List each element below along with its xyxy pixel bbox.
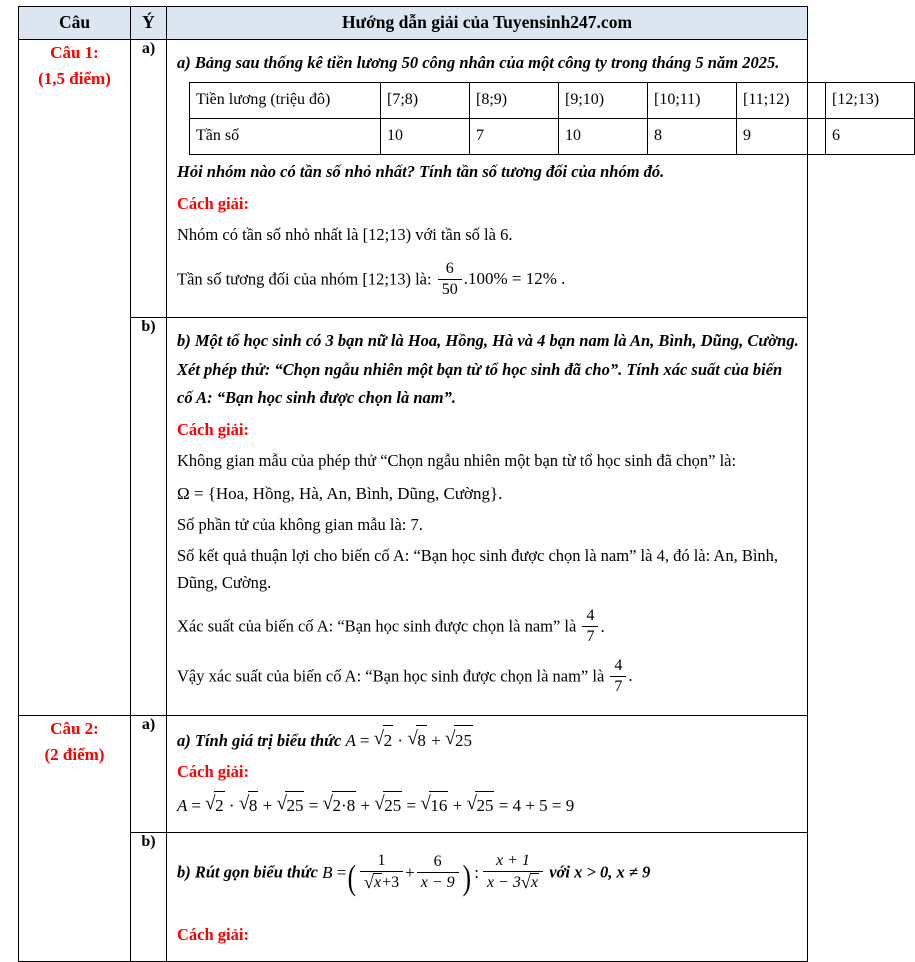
fraction-4-over-7-a: $\frac{4}{7}$ [582,607,598,646]
question-1-points: (1,5 điểm) [38,69,111,89]
question-1-part-a-body [167,40,880,318]
header-cell-guide: Hướng dẫn giải của Tuyensinh247.com [167,7,808,40]
prompt-1b: b) Một tổ học sinh có 3 bạn nữ là Hoa, Hồng, Hà và 4 bạn nam là An, Bình, Dũng, Cường. Xét phép thử: “Chọn ngẫu nhiên một bạn từ tổ học sinh đã cho”. Tính xác suất của biến cố A: “Bạn học sinh được chọn là nam”. [177,331,799,408]
stats-frequency-2: 10 [559,119,648,155]
expression-A-work: A = √ 2 · √ 8 + √ 25 = √ 2·8 + √ 25 = √ 16 + √ 25 = 4 + 5 = 9 [177,796,574,815]
sqrt-2-work: √ 2 [205,791,225,819]
question-1-title: Câu 1: [50,43,99,62]
formula-tail-1a: .100% = 12% . [463,269,566,289]
sample-space-line: Không gian mẫu của phép thử “Chọn ngẫu nhiên một bạn từ tổ học sinh đã chọn” là: [177,451,737,471]
probability-line-2 [177,657,799,696]
question-2-part-a-row [19,715,808,832]
solution-label-1a: Cách giải: [177,193,249,213]
stats-interval-4: [11;12) [737,83,826,119]
stats-frequency-5: 6 [826,119,915,155]
sqrt-8: √ 8 [407,725,427,755]
sample-space-count-line: Số phần tử của không gian mẫu là: 7. [177,514,423,534]
prompt-2b [177,848,799,908]
question-2-points: (2 điểm) [44,745,105,765]
stats-row-frequencies [190,119,915,155]
part-key-1b: b) [131,318,167,715]
header-cell-cau: Câu [19,7,131,40]
fraction-6-over-x-minus-9: $\frac{6}{x - 9}$ [417,853,459,892]
sqrt-16: √ 16 [420,791,448,819]
question-2-part-a-body [167,715,808,832]
sqrt-8-work: √ 8 [239,791,259,819]
stats-label-frequency: Tần số [190,119,381,155]
fraction-x-plus-1-over-x-minus-3sqrtx: $\frac{x + 1}{x - 3 √ x}$ [483,852,543,892]
solution-label-1b: Cách giải: [177,419,249,439]
stats-interval-3: [10;11) [648,83,737,119]
sqrt-25-work-3: √ 25 [466,791,494,819]
stats-frequency-3: 8 [648,119,737,155]
header-cell-y: Ý [131,7,167,40]
fraction-6-over-50: $\frac{6}{50}$ [438,260,462,299]
sqrt-x-2: √ x [521,873,539,892]
fraction-1-over-sqrtx-plus-3: 1 √ x+3 [360,852,403,892]
question-1-part-b-body [167,318,808,715]
probability-value-2 [608,656,633,695]
period-1: . [600,616,605,636]
stats-frequency-0: 10 [381,119,470,155]
relative-frequency-formula [436,259,566,298]
sqrt-25: √ 25 [445,725,473,755]
probability-text-1: Xác suất của biến cố A: “Bạn học sinh được chọn là nam” là [177,616,577,636]
part-key-1a: a) [131,40,167,318]
part-key-2a: a) [131,715,167,832]
sqrt-25-work-2: √ 25 [374,791,402,819]
right-paren: ) [462,858,471,898]
probability-value-1 [580,607,605,645]
probability-line-1 [177,607,799,646]
question-1-part-b-row [19,318,808,715]
relative-frequency-text: Tần số tương đối của nhóm [12;13) là: [177,269,432,289]
solution-label-2b: Cách giải: [177,925,249,945]
part-key-2b: b) [131,833,167,962]
sqrt-25-work-1: √ 25 [276,791,304,819]
expression-A-statement: A = √ 2 · √ 8 + √ 25 [346,731,473,750]
question-2-part-b-row [19,833,808,962]
main-solution-table [18,6,880,962]
prompt-1a-question: Hỏi nhóm nào có tần số nhỏ nhất? Tính tần số tương đối của nhóm đó. [177,162,665,182]
prompt-2a [177,725,799,755]
favorable-outcomes-line: Số kết quả thuận lợi cho biến cố A: “Bạn học sinh được chọn là nam” là 4, đó là: An, Bình, Dũng, Cường. [177,546,779,592]
table-header-row [19,7,808,40]
left-paren: ( [347,858,357,898]
fraction-4-over-7-b: $\frac{4}{7}$ [610,657,626,696]
statistics-table [189,82,915,155]
stats-interval-2: [9;10) [559,83,648,119]
stats-interval-1: [8;9) [470,83,559,119]
question-1-part-a-row [19,40,808,318]
work-line-2a [177,791,799,819]
prompt-2b-text: b) Rút gọn biểu thức [177,862,318,882]
expression-B-statement: B =( 1 √ x+3 + $\frac{6}{x - 9}$ ) : $\frac{x + 1}{x - 3 √ x}$ [322,863,549,882]
sqrt-2: √ 2 [374,725,394,755]
stats-interval-5: [12;13) [826,83,915,119]
probability-text-2: Vậy xác suất của biến cố A: “Bạn học sinh được chọn là nam” là [177,666,605,686]
prompt-1a: a) Bảng sau thống kê tiền lương 50 công nhân của một công ty trong tháng 5 năm 2025. [177,53,780,72]
period-2: . [628,666,633,686]
solution-line-1a-1: Nhóm có tần số nhỏ nhất là [12;13) với tần số là 6. [177,225,513,245]
stats-label-salary: Tiền lương (triệu đô) [190,83,381,119]
condition-2b: với x > 0, x ≠ 9 [549,862,651,882]
stats-interval-0: [7;8) [381,83,470,119]
solution-label-2a: Cách giải: [177,762,249,782]
stats-frequency-1: 7 [470,119,559,155]
question-2-label-cell [19,715,131,961]
question-2-part-b-body [167,833,808,962]
stats-row-intervals [190,83,915,119]
sqrt-2-times-8: √ 2·8 [323,791,357,819]
sqrt-x-1: √ x [364,873,382,892]
solution-line-1a-2 [177,260,799,299]
stats-frequency-4: 9 [737,119,826,155]
division-colon: : [474,862,479,882]
question-2-title: Câu 2: [50,718,99,738]
question-1-label-cell [19,40,131,716]
omega-set-line: Ω = {Hoa, Hồng, Hà, An, Bình, Dũng, Cường}. [177,483,503,503]
prompt-2a-text: a) Tính giá trị biểu thức [177,730,342,750]
